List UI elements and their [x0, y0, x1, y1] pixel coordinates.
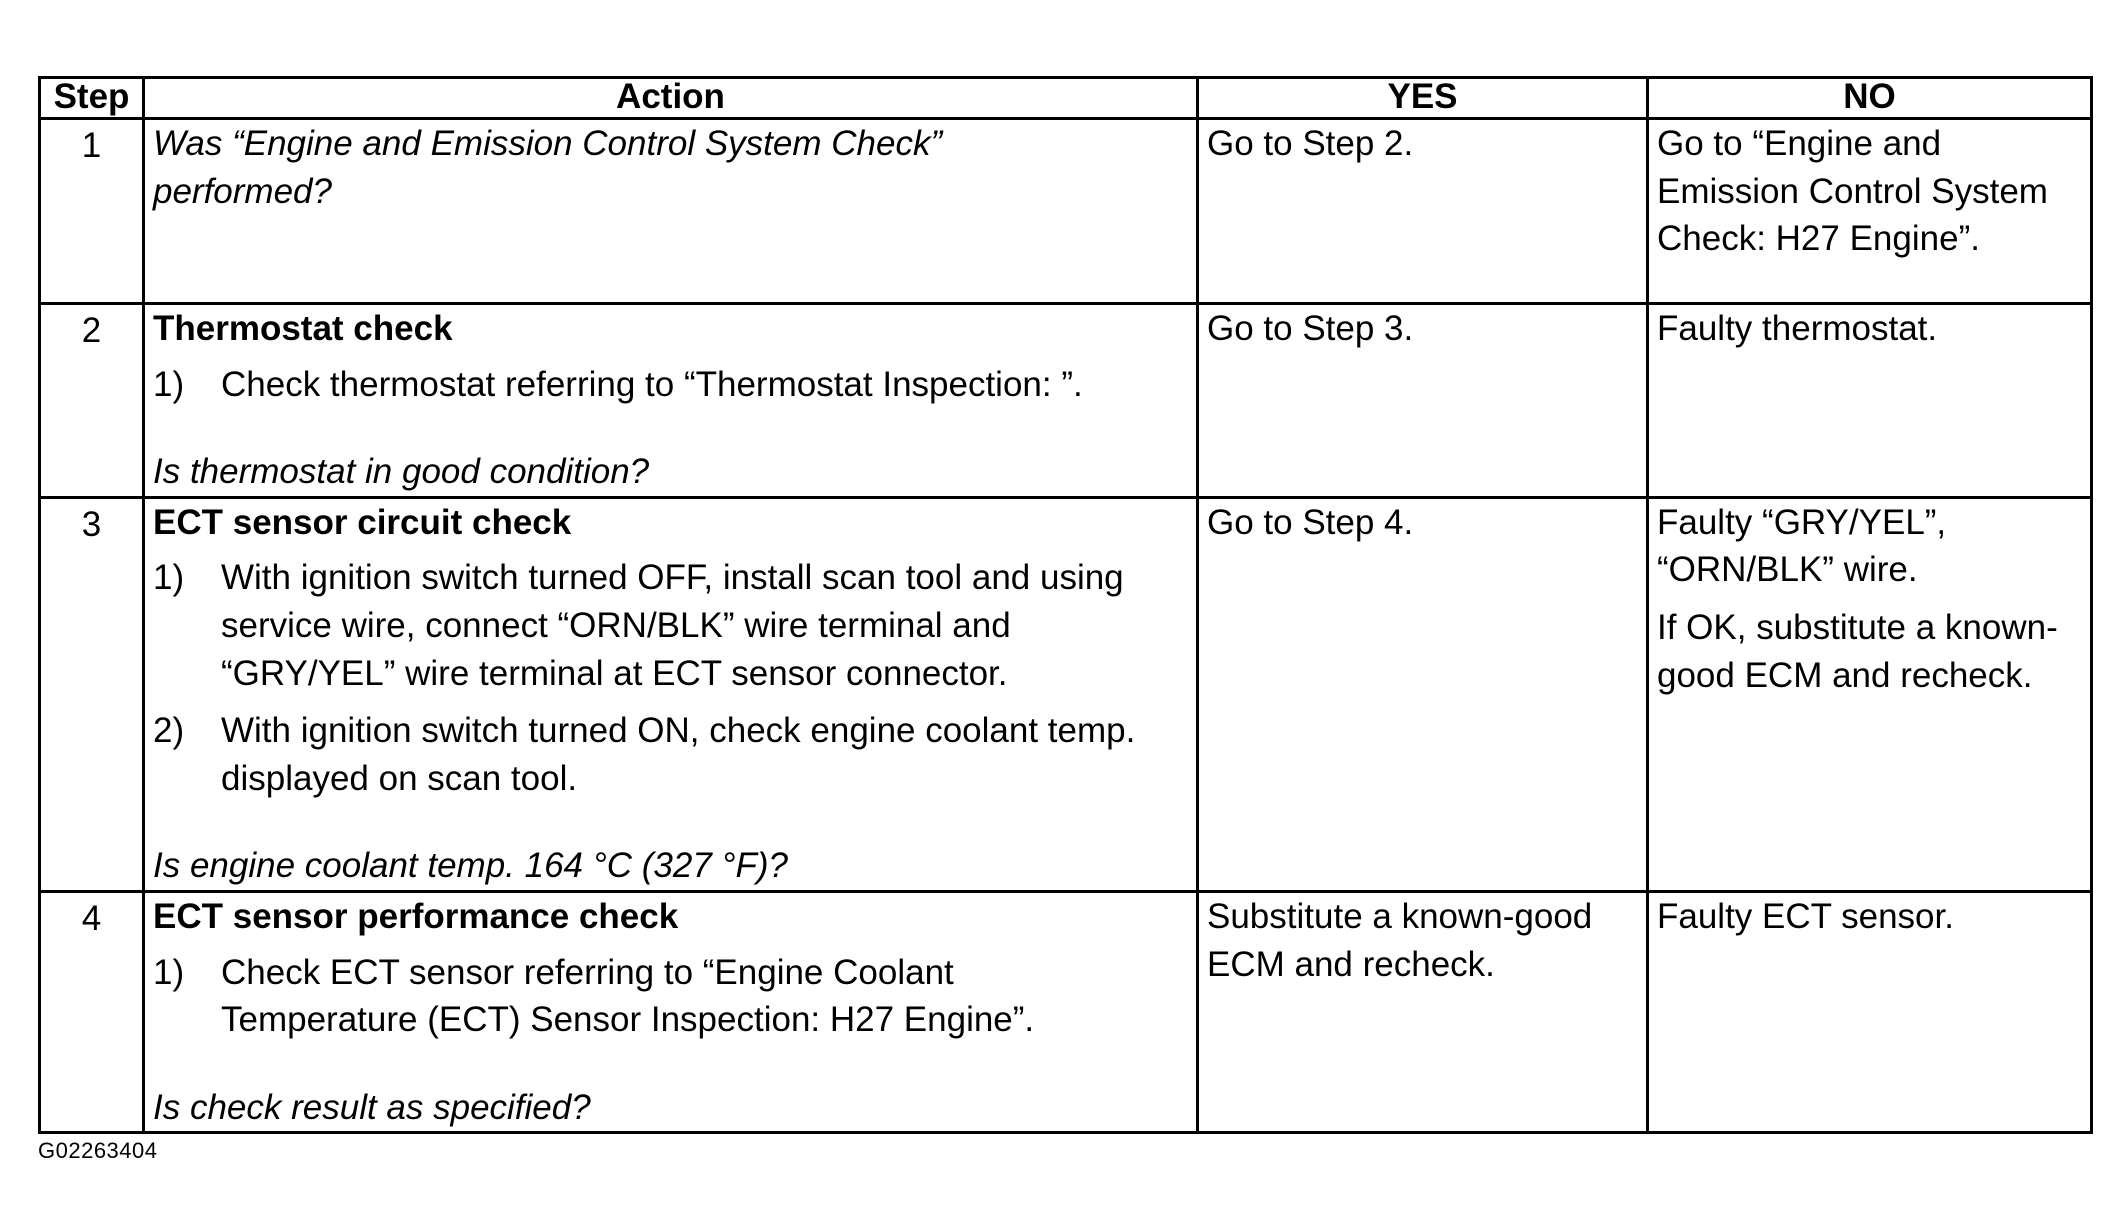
header-step: Step [40, 78, 144, 119]
substep-text: With ignition switch turned ON, check engine coolant temp. displayed on scan tool. [221, 711, 1136, 798]
action-cell [144, 497, 1198, 891]
action-cell [144, 119, 1198, 304]
yes-text: Go to Step 4. [1207, 502, 1414, 542]
header-no: NO [1648, 78, 2092, 119]
action-title: ECT sensor circuit check [153, 502, 572, 542]
substep-number: 1) [153, 364, 185, 404]
substep-number: 1) [153, 952, 185, 992]
no-text: Faulty ECT sensor. [1657, 896, 1954, 936]
step-number: 4 [40, 891, 144, 1132]
yes-text: Substitute a known-good ECM and recheck. [1207, 896, 1593, 984]
action-cell [144, 891, 1198, 1132]
no-text: Go to “Engine and Emission Control System Check: H27 Engine”. [1657, 124, 2048, 259]
yes-cell [1198, 119, 1648, 304]
action-question: Is check result as specified? [153, 1087, 591, 1127]
step-number: 2 [40, 304, 144, 498]
yes-text: Go to Step 3. [1207, 309, 1414, 348]
substep-list [153, 554, 1188, 802]
substep-number: 1) [153, 558, 185, 598]
no-cell [1648, 304, 2092, 498]
action-cell [144, 304, 1198, 498]
substep-list [153, 361, 1188, 409]
no-text: If OK, substitute a known-good ECM and recheck. [1657, 607, 2058, 695]
no-cell [1648, 891, 2092, 1132]
substep [153, 707, 1188, 802]
action-question: Was “Engine and Emission Control System Check” performed? [153, 124, 943, 211]
action-title: Thermostat check [153, 309, 453, 348]
table-row [40, 304, 2092, 498]
no-text: Faulty thermostat. [1657, 309, 1938, 348]
no-cell [1648, 497, 2092, 891]
action-question: Is engine coolant temp. 164 °C (327 °F)? [153, 846, 789, 886]
substep-number: 2) [153, 711, 185, 751]
header-row [40, 78, 2092, 119]
substep [153, 361, 1188, 409]
diagnostic-table [38, 76, 2093, 1134]
no-cell [1648, 119, 2092, 304]
header-yes: YES [1198, 78, 1648, 119]
yes-text: Go to Step 2. [1207, 124, 1414, 163]
yes-cell [1198, 891, 1648, 1132]
yes-cell [1198, 497, 1648, 891]
substep-text: Check thermostat referring to “Thermostat Inspection: ”. [221, 364, 1083, 404]
figure-id: G02263404 [38, 1138, 158, 1163]
header-action: Action [144, 78, 1198, 119]
substep [153, 949, 1188, 1044]
table-row [40, 891, 2092, 1132]
table-row [40, 497, 2092, 891]
substep-text: With ignition switch turned OFF, install scan tool and using service wire, connect “ORN/BLK” wire terminal and “GRY/YEL” wire terminal at ECT sensor connector. [221, 558, 1124, 693]
substep-list [153, 949, 1188, 1044]
step-number: 3 [40, 497, 144, 891]
step-number: 1 [40, 119, 144, 304]
table-row [40, 119, 2092, 304]
no-text: Faulty “GRY/YEL”, “ORN/BLK” wire. [1657, 502, 1947, 590]
action-question: Is thermostat in good condition? [153, 452, 650, 492]
substep-text: Check ECT sensor referring to “Engine Coolant Temperature (ECT) Sensor Inspection: H27 Engine”. [221, 952, 1035, 1040]
yes-cell [1198, 304, 1648, 498]
substep [153, 554, 1188, 697]
action-title: ECT sensor performance check [153, 896, 679, 936]
